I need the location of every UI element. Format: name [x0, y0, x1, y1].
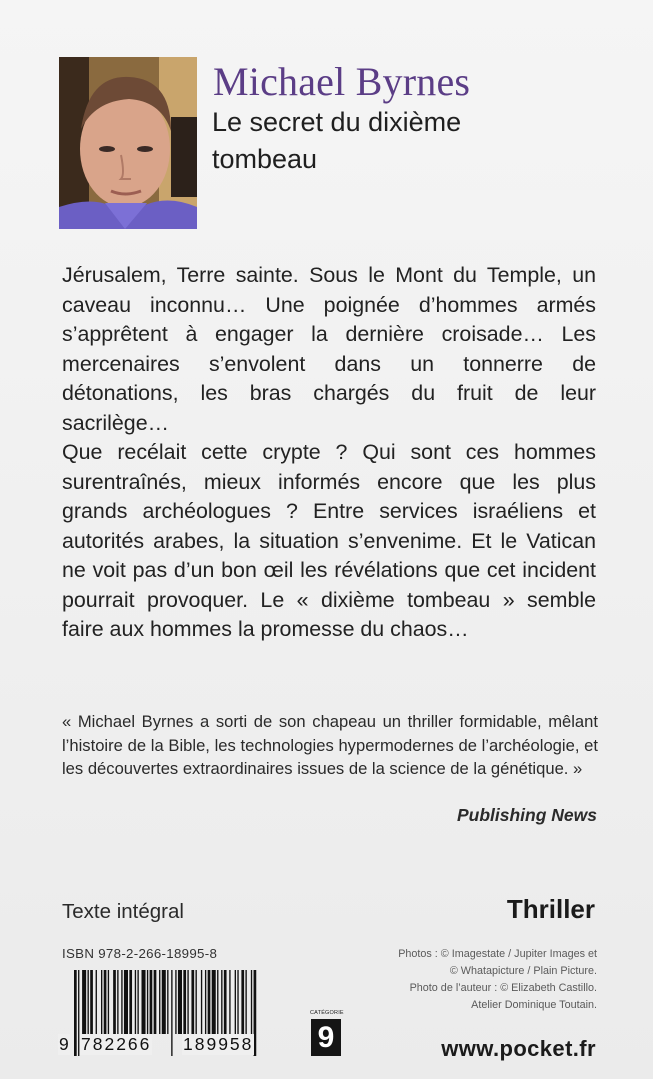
press-quote-source: Publishing News	[456, 805, 597, 825]
edition-note: Texte intégral	[62, 900, 184, 923]
blurb-paragraph: Jérusalem, Terre sainte. Sous le Mont du Temple, un caveau inconnu… Une poignée d’hommes armés s’apprêtent à engager la dernière croisade… Les mercenaires s’envolent dans un tonnerre de détonations, les bras chargés du fruit de leur sacrilège…	[62, 263, 596, 435]
genre-label: Thriller	[506, 894, 595, 924]
category-number: 9	[311, 1019, 341, 1056]
book-title-line: Le secret du dixième	[212, 107, 462, 137]
credit-line: Photos : © Imagestate / Jupiter Images et	[398, 948, 597, 960]
credit-line: Atelier Dominique Toutain.	[471, 999, 597, 1011]
book-title	[212, 104, 632, 178]
barcode-digit-group: 189958	[183, 1034, 254, 1054]
credit-line: Photo de l’auteur : © Elizabeth Castillo.	[409, 982, 597, 994]
press-quote: « Michael Byrnes a sorti de son chapeau un thriller formidable, mêlant l’histoire de la Bible, les technologies hypermodernes de l’archéologie, et les découvertes extraordinaires issues de la science de la génétique. »	[62, 712, 598, 778]
barcode-digit-group: 9	[59, 1034, 69, 1054]
book-title-line: tombeau	[212, 144, 318, 174]
author-photo	[59, 57, 197, 229]
credit-line: © Whatapicture / Plain Picture.	[449, 965, 597, 977]
blurb-paragraph: Que recélait cette crypte ? Qui sont ces hommes surentraînés, mieux informés encore que les plus grands archéologues ? Entre services israéliens et autorités arabes, la situation s’envenime. Et le Vatican ne voit pas d’un bon œil les révélations que cet incident pourrait provoquer. Le « dixième tombeau » semble faire aux hommes la promesse du chaos…	[62, 440, 596, 641]
author-name: Michael Byrnes	[213, 59, 471, 104]
publisher-url: www.pocket.fr	[441, 1036, 596, 1061]
category-label: CATÉGORIE	[310, 1010, 344, 1016]
barcode-digit-group: 782266	[81, 1034, 152, 1054]
photo-credits	[337, 946, 597, 1014]
isbn: ISBN 978-2-266-18995-8	[62, 946, 218, 961]
blurb	[62, 261, 596, 645]
barcode-digits	[58, 1034, 294, 1060]
